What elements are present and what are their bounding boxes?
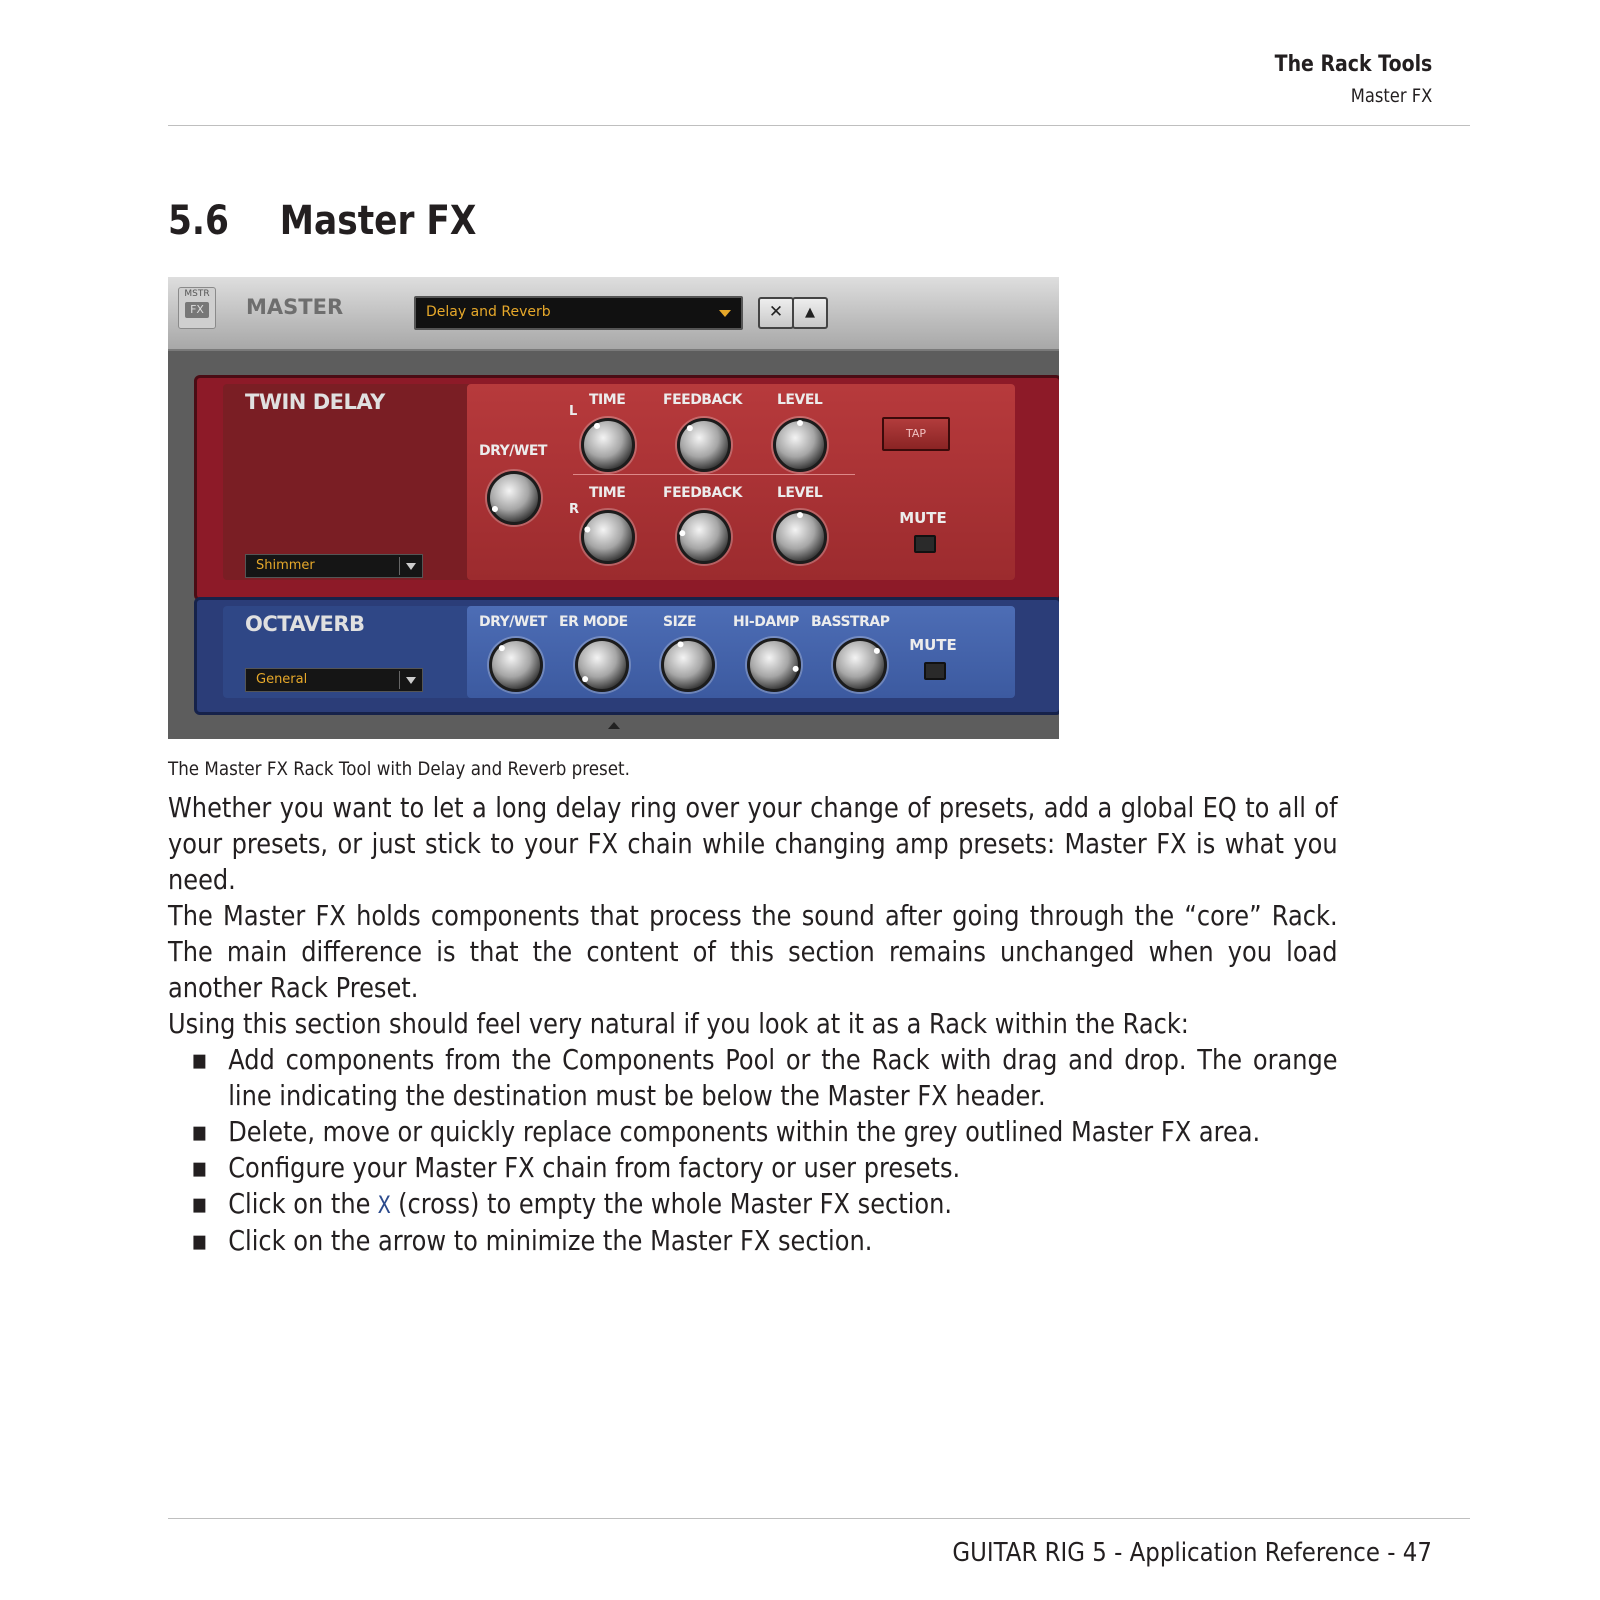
bullet-item-5: ▪ Click on the arrow to minimize the Master FX section. — [168, 1223, 1338, 1259]
octaverb-er-mode-label: ER MODE — [559, 614, 628, 630]
bullet-4-text-after: (cross) to empty the whole Master FX section. — [390, 1187, 953, 1220]
bullet-item-3: ▪ Configure your Master FX chain from factory or user presets. — [168, 1150, 1338, 1186]
cross-keyword: X — [378, 1191, 391, 1219]
twin-delay-mute-led[interactable] — [914, 535, 936, 553]
minimize-arrow-button[interactable]: ▲ — [792, 297, 828, 329]
left-time-label: TIME — [589, 392, 626, 408]
tap-button[interactable]: TAP — [882, 417, 950, 451]
dry-wet-label: DRY/WET — [479, 443, 547, 459]
section-number: 5.6 — [168, 198, 229, 244]
twin-delay-module — [194, 375, 1059, 601]
bullet-item-1: ▪ Add components from the Components Pool or the Rack with drag and drop. The orange line indicating the destination must be below the Master FX header. — [168, 1042, 1338, 1114]
left-level-knob[interactable] — [773, 418, 827, 472]
badge-fx-text: FX — [185, 302, 209, 318]
section-heading — [168, 198, 476, 244]
octaverb-preset-value: General — [256, 672, 308, 687]
octaverb-mute-label: MUTE — [909, 636, 957, 654]
left-level-label: LEVEL — [777, 392, 823, 408]
master-preset-value: Delay and Reverb — [426, 304, 551, 320]
octaverb-basstrap-label: BASSTRAP — [811, 614, 890, 630]
left-feedback-knob[interactable] — [677, 418, 731, 472]
header-section-title: Master FX — [1350, 85, 1432, 107]
octaverb-preset-dropdown[interactable] — [245, 668, 423, 692]
master-fx-rack-figure — [168, 277, 1059, 739]
bullet-item-2: ▪ Delete, move or quickly replace components within the grey outlined Master FX area. — [168, 1114, 1338, 1150]
octaverb-mute-led[interactable] — [924, 662, 946, 680]
rack-collapse-arrow-icon[interactable] — [608, 722, 620, 729]
octaverb-size-label: SIZE — [663, 614, 697, 630]
octaverb-hi-damp-label: HI-DAMP — [733, 614, 799, 630]
right-channel-label: R — [569, 502, 580, 517]
section-title-text: Master FX — [279, 198, 477, 244]
page-footer: GUITAR RIG 5 - Application Reference - 47 — [952, 1538, 1432, 1568]
right-feedback-label: FEEDBACK — [663, 485, 742, 501]
twin-delay-mute[interactable] — [891, 503, 955, 561]
twin-delay-preset-dropdown[interactable] — [245, 554, 423, 578]
master-rack-header — [168, 277, 1059, 351]
left-feedback-label: FEEDBACK — [663, 392, 742, 408]
octaverb-size-knob[interactable] — [661, 638, 715, 692]
master-preset-dropdown[interactable] — [414, 296, 743, 330]
dropdown-arrow-icon — [406, 677, 416, 684]
octaverb-name: OCTAVERB — [245, 612, 365, 636]
dropdown-separator — [399, 671, 400, 689]
octaverb-module — [194, 597, 1059, 715]
lr-divider — [573, 474, 855, 475]
paragraph-3: Using this section should feel very natural if you look at it as a Rack within the Rack: — [168, 1007, 1189, 1040]
bullet-item-4 — [168, 1186, 1338, 1223]
octaverb-mute[interactable] — [901, 630, 965, 688]
body-text — [168, 790, 1338, 1259]
paragraph-2: The Master FX holds components that process the sound after going through the “core” Rack. The main difference is that the content of this section remains unchanged when you load another Rack Preset. — [168, 899, 1338, 1004]
footer-divider — [168, 1518, 1470, 1519]
twin-delay-mute-label: MUTE — [899, 509, 947, 527]
badge-top-text: MSTR — [184, 289, 210, 299]
paragraph-1: Whether you want to let a long delay ring over your change of presets, add a global EQ to all of your presets, or just stick to your FX chain while changing amp presets: Master FX is what you need. — [168, 791, 1338, 896]
dropdown-arrow-icon — [406, 563, 416, 570]
octaverb-dry-wet-knob[interactable] — [489, 638, 543, 692]
running-header — [1249, 52, 1432, 107]
header-chapter-title: The Rack Tools — [1274, 52, 1432, 77]
figure-caption: The Master FX Rack Tool with Delay and Reverb preset. — [168, 758, 630, 780]
twin-delay-name: TWIN DELAY — [245, 390, 385, 414]
octaverb-hi-damp-knob[interactable] — [747, 638, 801, 692]
dropdown-arrow-icon — [719, 310, 731, 317]
right-level-knob[interactable] — [773, 510, 827, 564]
right-level-label: LEVEL — [777, 485, 823, 501]
right-time-label: TIME — [589, 485, 626, 501]
close-cross-button[interactable]: ✕ — [758, 297, 794, 329]
left-channel-label: L — [569, 404, 578, 419]
dropdown-separator — [399, 557, 400, 575]
octaverb-basstrap-knob[interactable] — [833, 638, 887, 692]
twin-delay-preset-value: Shimmer — [256, 558, 315, 573]
octaverb-er-mode-knob[interactable] — [575, 638, 629, 692]
bullet-list — [168, 1042, 1338, 1259]
right-feedback-knob[interactable] — [677, 510, 731, 564]
right-time-knob[interactable] — [581, 510, 635, 564]
octaverb-dry-wet-label: DRY/WET — [479, 614, 547, 630]
bullet-4-text-before: Click on the — [228, 1187, 379, 1220]
master-fx-badge-icon — [178, 287, 216, 329]
left-time-knob[interactable] — [581, 418, 635, 472]
master-rack-title: MASTER — [246, 295, 344, 319]
dry-wet-knob[interactable] — [487, 471, 541, 525]
header-divider — [168, 125, 1470, 126]
